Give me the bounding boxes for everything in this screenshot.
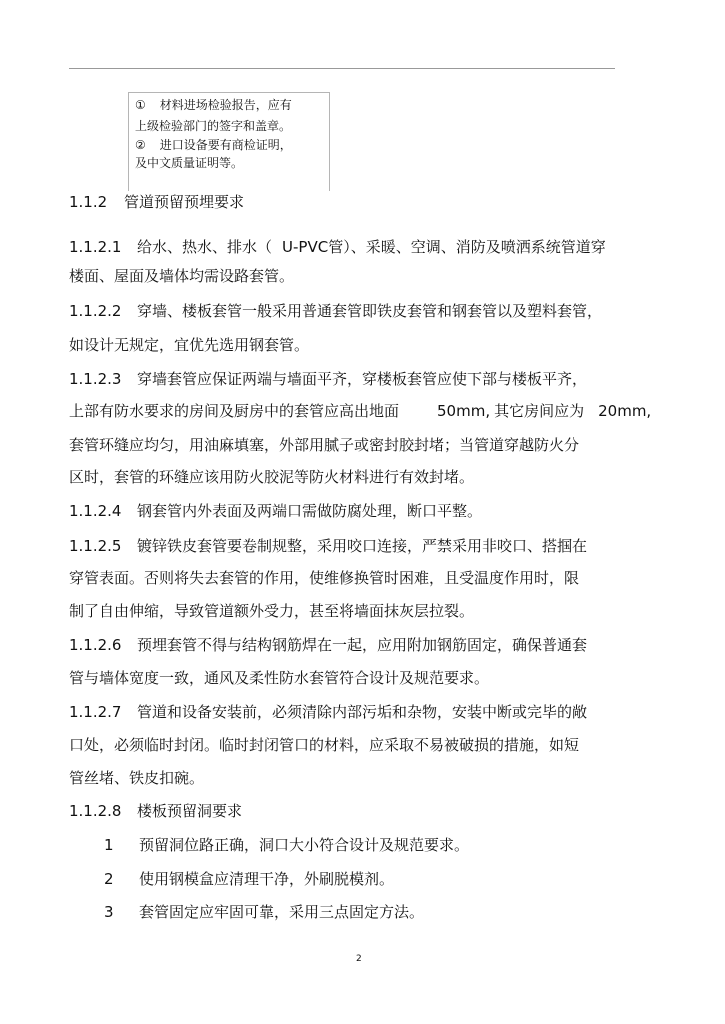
item-number: 1.1.2.5 <box>69 537 122 555</box>
sub-item-text: 预留洞位路正确，洞口大小符合设计及规范要求。 <box>139 836 470 854</box>
sub-item-number: 1 <box>104 836 114 854</box>
item-1-line-1 <box>69 238 606 256</box>
item-4-line-1 <box>69 502 482 520</box>
item-number: 1.1.2.3 <box>69 370 122 388</box>
section-title: 管道预留预埋要求 <box>124 193 245 211</box>
item-8-line-1 <box>69 802 242 820</box>
item-text: 管道和设备安装前，必须清除内部污垢和杂物，安装中断或完毕的敞 <box>137 703 588 721</box>
item-7-line-2: 口处，必须临时封闭。临时封闭管口的材料，应采取不易被破损的措施，如短 <box>69 736 580 754</box>
note-box <box>128 92 330 191</box>
item-3-line-3: 套管环缝应均匀，用油麻填塞，外部用腻子或密封胶封堵；当管道穿越防火分 <box>69 436 580 454</box>
note-line-4: 及中文质量证明等。 <box>135 156 244 170</box>
item-6-line-1 <box>69 636 587 654</box>
item-2-line-2: 如设计无规定，宜优先选用钢套管。 <box>69 336 310 354</box>
sub-item-text: 套管固定应牢固可靠，采用三点固定方法。 <box>139 903 425 921</box>
item-2-line-1 <box>69 302 602 320</box>
note-text-1: 材料进场检验报告，应有 <box>159 98 292 112</box>
item-value: 50mm, <box>437 402 491 420</box>
item-number: 1.1.2.2 <box>69 302 122 320</box>
section-heading <box>69 193 244 211</box>
sub-item-text: 使用钢模盒应清理干净，外刷脱模剂。 <box>139 870 395 888</box>
sub-item-number: 3 <box>104 903 114 921</box>
item-5-line-1 <box>69 537 587 555</box>
item-text: 镀锌铁皮套管要卷制规整，采用咬口连接，严禁采用非咬口、搭掴在 <box>137 537 588 555</box>
item-3-line-2 <box>69 402 651 420</box>
item-text: 上部有防水要求的房间及厨房中的套管应高出地面 <box>69 402 400 420</box>
circled-marker-1: ① <box>135 98 146 112</box>
item-text: 预埋套管不得与结构钢筋焊在一起，应用附加钢筋固定，确保普通套 <box>137 636 588 654</box>
item-3-line-4: 区时，套管的环缝应该用防火胶泥等防火材料进行有效封堵。 <box>69 468 475 486</box>
item-7-line-3: 管丝堵、铁皮扣碗。 <box>69 769 205 787</box>
section-number: 1.1.2 <box>69 193 108 211</box>
item-number: 1.1.2.6 <box>69 636 122 654</box>
item-text: U-PVC管）、采暖、空调、消防及喷洒系统管道穿 <box>282 238 606 256</box>
sub-item-number: 2 <box>104 870 114 888</box>
sub-item-1 <box>104 836 469 854</box>
item-text: 钢套管内外表面及两端口需做防腐处理，断口平整。 <box>137 502 483 520</box>
item-text: 楼板预留洞要求 <box>137 802 243 820</box>
item-number: 1.1.2.7 <box>69 703 122 721</box>
item-3-line-1 <box>69 370 587 388</box>
item-7-line-1 <box>69 703 587 721</box>
item-text: 穿墙套管应保证两端与墙面平齐，穿楼板套管应使下部与楼板平齐， <box>137 370 588 388</box>
item-6-line-2: 管与墙体宽度一致，通风及柔性防水套管符合设计及规范要求。 <box>69 669 490 687</box>
sub-item-3 <box>104 903 424 921</box>
item-text: 其它房间应为 <box>494 402 585 420</box>
sub-item-2 <box>104 870 394 888</box>
note-line-1 <box>135 98 292 112</box>
item-5-line-3: 制了自由伸缩，导致管道额外受力，甚至将墙面抹灰层拉裂。 <box>69 602 475 620</box>
note-line-2: 上级检验部门的签字和盖章。 <box>135 119 292 133</box>
item-number: 1.1.2.8 <box>69 802 122 820</box>
item-value: 20mm, <box>598 402 652 420</box>
header-rule <box>69 68 615 69</box>
note-text-3: 进口设备要有商检证明， <box>159 138 292 152</box>
item-1-line-2: 楼面、屋面及墙体均需设路套管。 <box>69 267 295 285</box>
item-text: 给水、热水、排水（ <box>137 238 273 256</box>
item-number: 1.1.2.1 <box>69 238 122 256</box>
item-text: 穿墙、楼板套管一般采用普通套管即铁皮套管和钢套管以及塑料套管， <box>137 302 603 320</box>
circled-marker-2: ② <box>135 138 146 152</box>
page-number: 2 <box>356 954 362 964</box>
note-line-3 <box>135 138 292 152</box>
item-5-line-2: 穿管表面。否则将失去套管的作用，使维修换管时困难，且受温度作用时，限 <box>69 569 580 587</box>
item-number: 1.1.2.4 <box>69 502 122 520</box>
